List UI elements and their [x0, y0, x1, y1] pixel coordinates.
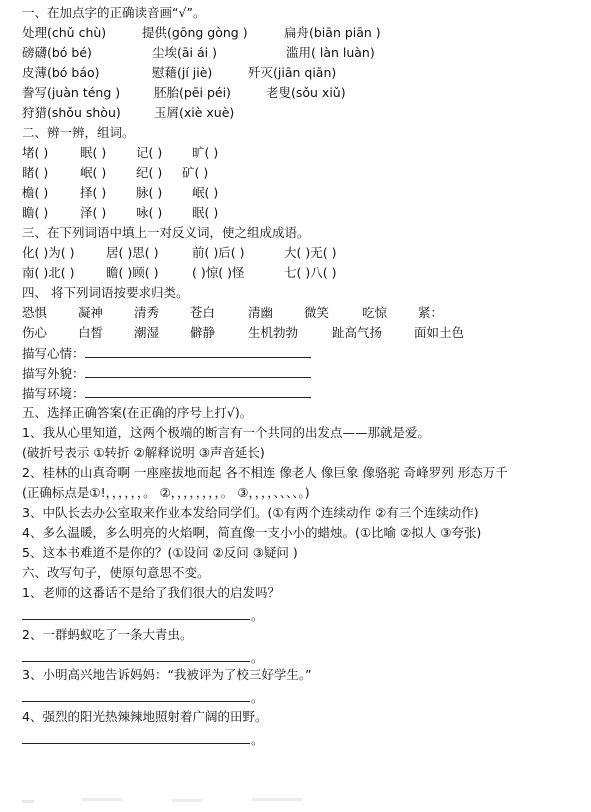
pinyin-item: 皮薄(bó báo) — [22, 65, 100, 80]
pinyin-item: 滥用( làn luàn) — [286, 45, 375, 60]
pinyin-item: 扁舟(biān piān ) — [284, 25, 381, 40]
section1-title: 一、在加点字的正确读音画“√”。 — [22, 5, 206, 20]
category-word: 潮湿 — [134, 325, 160, 340]
pinyin-item: 尘埃(āi ái ) — [152, 45, 217, 60]
category-word: 紧： — [418, 305, 444, 320]
choice-question: 5、这本书难道不是你的？(①设问 ②反问 ③疑问 ) — [22, 545, 298, 560]
answer-blank[interactable] — [22, 648, 250, 662]
rewrite-answer-line — [22, 688, 264, 706]
answer-blank[interactable] — [22, 606, 250, 620]
category-word: 微笑 — [304, 305, 330, 320]
describe-appearance-blank[interactable] — [85, 364, 311, 378]
section4-title: 四、 将下列词语按要求归类。 — [22, 285, 189, 300]
idiom-item: 居( )思( ) — [106, 245, 159, 260]
category-word: 伤心 — [22, 325, 48, 340]
answer-blank[interactable] — [22, 688, 250, 702]
faint-bleedthrough-decoration — [22, 794, 322, 806]
idiom-item: 前( )后( ) — [192, 245, 245, 260]
category-word: 恐惧 — [22, 305, 48, 320]
word-item: 眠( ) — [192, 205, 219, 220]
word-item: 矿( ) — [182, 165, 209, 180]
rewrite-question: 1、老师的这番话不是给了我们很大的启发吗？ — [22, 585, 280, 600]
describe-appearance-line — [22, 364, 311, 382]
choice-question: 3、中队长去办公室取来作业本发给同学们。(①有两个连续动作 ②有三个连续动作) — [22, 505, 479, 520]
word-item: 旷( ) — [192, 145, 219, 160]
pinyin-item: 提供(gōng gòng ) — [142, 25, 248, 40]
category-word: 凝神 — [78, 305, 104, 320]
choice-options: (正确标点是①!，，，，，，。 ②，，，，，，，，。 ③，，，，、、、、。) — [22, 485, 310, 500]
end-mark: 。 — [251, 732, 264, 747]
rewrite-question: 2、一群蚂蚁吃了一条大青虫。 — [22, 627, 193, 642]
category-word: 清幽 — [248, 305, 274, 320]
end-mark: 。 — [251, 608, 264, 623]
describe-environment-blank[interactable] — [85, 384, 311, 398]
pinyin-item: 狩猎(shǒu shòu) — [22, 105, 121, 120]
describe-environment-label: 描写环境： — [22, 386, 85, 401]
category-word: 生机勃勃 — [248, 325, 299, 340]
word-item: 檐( ) — [22, 185, 49, 200]
category-word: 苍白 — [190, 305, 216, 320]
choice-question: 4、多么温暖，多么明亮的火焰啊，简直像一支小小的蜡烛。(①比喻 ②拟人 ③夸张) — [22, 525, 482, 540]
word-item: 岷( ) — [192, 185, 219, 200]
rewrite-answer-line — [22, 648, 264, 666]
word-item: 堵( ) — [22, 145, 49, 160]
pinyin-item: 誊写(juàn téng ) — [22, 85, 121, 100]
idiom-item: 南( )北( ) — [22, 265, 75, 280]
describe-mood-blank[interactable] — [85, 344, 311, 358]
pinyin-item: 歼灭(jiān qiān) — [248, 65, 337, 80]
answer-blank[interactable] — [22, 730, 250, 744]
pinyin-item: 玉屑(xiè xuè) — [154, 105, 235, 120]
choice-question: 2、桂林的山真奇啊 一座座拔地而起 各不相连 像老人 像巨象 像骆驼 奇峰罗列 形态万千 — [22, 465, 508, 480]
section2-title: 二、辨一辨，组词。 — [22, 125, 135, 140]
word-item: 择( ) — [80, 185, 107, 200]
word-item: 泽( ) — [80, 205, 107, 220]
pinyin-item: 处理(chǔ chù) — [22, 25, 107, 40]
describe-mood-line — [22, 344, 311, 362]
word-item: 睹( ) — [22, 165, 49, 180]
pinyin-item: 磅礴(bó bé) — [22, 45, 92, 60]
word-item: 记( ) — [136, 145, 163, 160]
end-mark: 。 — [251, 690, 264, 705]
word-item: 岷( ) — [80, 165, 107, 180]
rewrite-answer-line — [22, 730, 264, 748]
section5-title: 五、选择正确答案(在正确的序号上打√)。 — [22, 405, 253, 420]
pinyin-item: 老叟(sǒu xiǔ) — [266, 85, 346, 100]
rewrite-question: 4、强烈的阳光热辣辣地照射着广阔的田野。 — [22, 709, 268, 724]
pinyin-item: 胚胎(pēi péi) — [154, 85, 231, 100]
pinyin-item: 慰藉(jí jiè) — [152, 65, 213, 80]
idiom-item: ( )惊( )怪 — [192, 265, 245, 280]
describe-mood-label: 描写心情： — [22, 346, 85, 361]
word-item: 脉( ) — [136, 185, 163, 200]
category-word: 清秀 — [134, 305, 160, 320]
category-word: 僻静 — [190, 325, 216, 340]
idiom-item: 瞻( )顾( ) — [106, 265, 159, 280]
choice-question: 1、我从心里知道，这两个极端的断言有一个共同的出发点——那就是爱。 — [22, 425, 430, 440]
describe-environment-line — [22, 384, 311, 402]
category-word: 白皙 — [78, 325, 104, 340]
word-item: 咏( ) — [136, 205, 163, 220]
end-mark: 。 — [251, 650, 264, 665]
choice-options: (破折号表示 ①转折 ②解释说明 ③声音延长) — [22, 445, 265, 460]
word-item: 纪( ) — [136, 165, 163, 180]
word-item: 眠( ) — [80, 145, 107, 160]
idiom-item: 七( )八( ) — [284, 265, 337, 280]
category-word: 吃惊 — [362, 305, 388, 320]
idiom-item: 化( )为( ) — [22, 245, 75, 260]
describe-appearance-label: 描写外貌： — [22, 366, 85, 381]
category-word: 趾高气扬 — [332, 325, 383, 340]
idiom-item: 大( )无( ) — [284, 245, 337, 260]
category-word: 面如土色 — [414, 325, 465, 340]
rewrite-answer-line — [22, 606, 264, 624]
word-item: 瞻( ) — [22, 205, 49, 220]
section3-title: 三、在下列词语中填上一对反义词，使之组成成语。 — [22, 225, 310, 240]
rewrite-question: 3、小明高兴地告诉妈妈：“我被评为了校三好学生。” — [22, 667, 312, 682]
section6-title: 六、改写句子，使原句意思不变。 — [22, 565, 210, 580]
